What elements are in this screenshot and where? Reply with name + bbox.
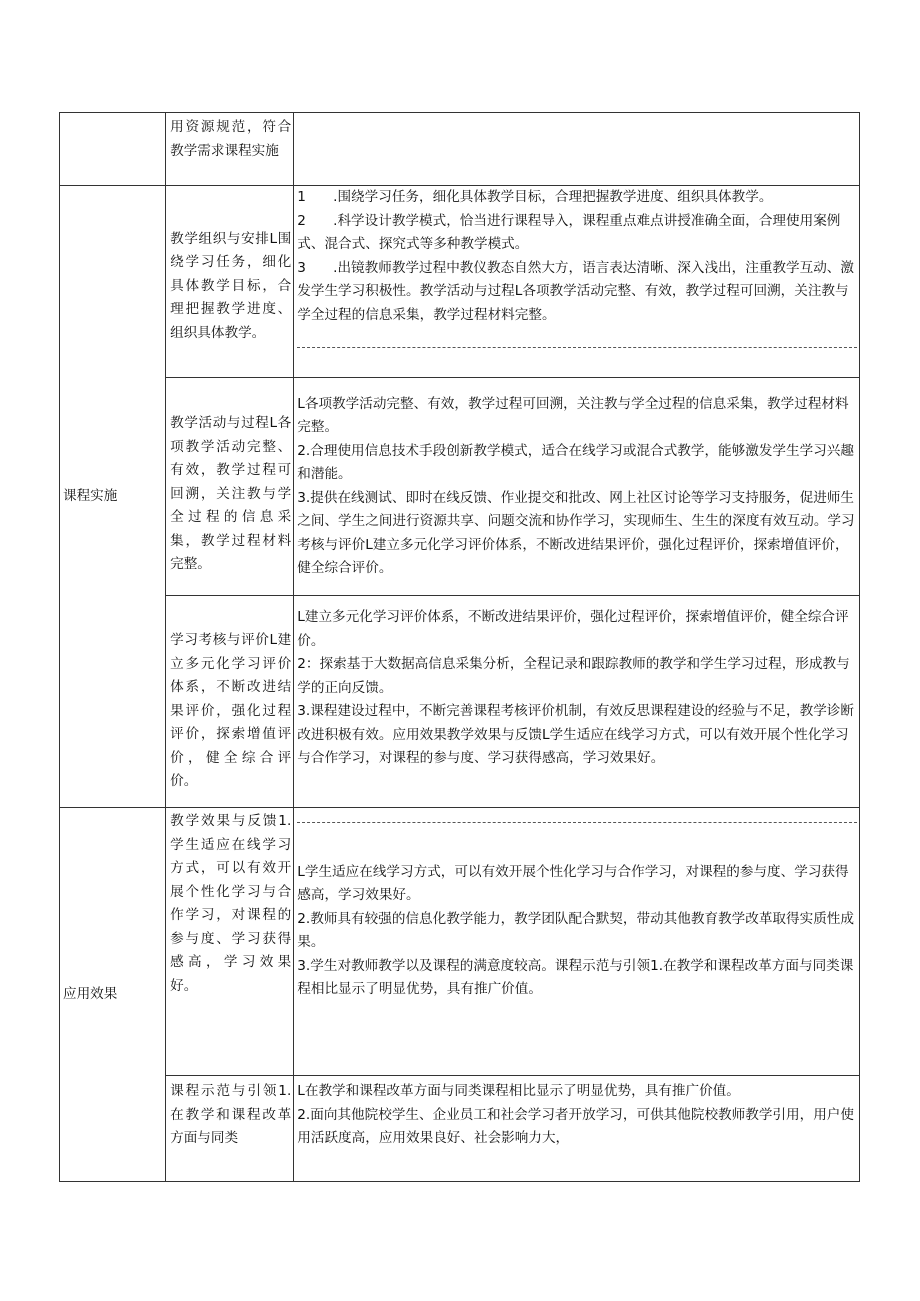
category-cell-course-implementation: 课程实施	[60, 186, 166, 808]
description-cell	[294, 113, 860, 186]
description-line: L学生适应在线学习方式，可以有效开展个性化学习与合作学习，对课程的参与度、学习获得感高，学习效果好。	[297, 863, 849, 903]
description-cell-teaching-organization	[294, 186, 860, 378]
criterion-cell-assessment: 学习考核与评价L建立多元化学习评价体系，不断改进结果评价，强化过程评价，探索增值评价，健全综合评价。	[166, 596, 294, 808]
description-cell-teaching-effect	[294, 808, 860, 1076]
dashed-divider	[297, 822, 857, 823]
evaluation-table	[59, 112, 860, 1182]
description-line: 3.提供在线测试、即时在线反馈、作业提交和批改、网上社区讨论等学习支持服务，促进师生之间、学生之间进行资源共享、问题交流和协作学习，实现师生、生生的深度有效互动。学习考核与评价L建立多元化学习评价体系，不断改进结果评价，强化过程评价，探索增值评价，健全综合评价。	[297, 489, 855, 576]
description-cell-teaching-activities	[294, 378, 860, 596]
table-row	[60, 596, 860, 808]
description-line: L各项教学活动完整、有效，教学过程可回溯，关注教与学全过程的信息采集，教学过程材料完整。	[297, 395, 849, 435]
table-row	[60, 113, 860, 186]
table-row	[60, 186, 860, 378]
table-row	[60, 1076, 860, 1182]
description-cell-assessment	[294, 596, 860, 808]
description-line: 2 .科学设计教学模式，恰当进行课程导入，课程重点难点讲授准确全面，合理使用案例式、混合式、探究式等多种教学模式。	[297, 212, 841, 252]
table-row	[60, 808, 860, 1076]
description-line: L在教学和课程改革方面与同类课程相比显示了明显优势，具有推广价值。	[297, 1083, 740, 1099]
description-line: 2.教师具有较强的信息化教学能力，教学团队配合默契，带动其他教育教学改革取得实质性成果。	[297, 910, 854, 950]
criterion-cell: 用资源规范，符合教学需求课程实施	[166, 113, 294, 186]
category-cell-application-effect: 应用效果	[60, 808, 166, 1182]
category-cell	[60, 113, 166, 186]
description-line: 2.合理使用信息技术手段创新教学模式，适合在线学习或混合式教学，能够激发学生学习兴趣和潜能。	[297, 442, 854, 482]
description-line: 3.学生对教师教学以及课程的满意度较高。课程示范与引领1.在教学和课程改革方面与同类课程相比显示了明显优势，具有推广价值。	[297, 957, 854, 997]
criterion-cell-teaching-effect: 教学效果与反馈1.学生适应在线学习方式，可以有效开展个性化学习与合作学习，对课程的参与度、学习获得感高，学习效果好。	[166, 808, 294, 1076]
description-cell-demonstration	[294, 1076, 860, 1182]
description-line: 3 .出镜教师教学过程中教仪教态自然大方，语言表达清晰、深入浅出，注重教学互动、激发学生学习积极性。教学活动与过程L各项教学活动完整、有效，教学过程可回溯，关注教与学全过程的信息采集，教学过程材料完整。	[297, 259, 854, 323]
criterion-cell-demonstration: 课程示范与引领1.在教学和课程改革方面与同类	[166, 1076, 294, 1182]
description-line: 2.面向其他院校学生、企业员工和社会学习者开放学习，可供其他院校教师教学引用，用户使用活跃度高，应用效果良好、社会影响力大，	[297, 1106, 854, 1146]
criterion-cell-teaching-organization: 教学组织与安排L围绕学习任务，细化具体教学目标，合理把握教学进度、组织具体教学。	[166, 186, 294, 378]
dashed-divider	[297, 347, 857, 348]
criterion-cell-teaching-activities: 教学活动与过程L各项教学活动完整、有效，教学过程可回溯，关注教与学全过程的信息采集，教学过程材料完整。	[166, 378, 294, 596]
description-line: 2：探索基于大数据高信息采集分析，全程记录和跟踪教师的教学和学生学习过程，形成教与学的正向反馈。	[297, 656, 850, 696]
description-line: L建立多元化学习评价体系，不断改进结果评价，强化过程评价，探索增值评价，健全综合评价。	[297, 609, 849, 649]
description-line: 1 .围绕学习任务，细化具体教学目标，合理把握教学进度、组织具体教学。	[297, 189, 773, 205]
table-row	[60, 378, 860, 596]
description-line: 3.课程建设过程中，不断完善课程考核评价机制，有效反思课程建设的经验与不足，教学诊断改进积极有效。应用效果教学效果与反馈L学生适应在线学习方式，可以有效开展个性化学习与合作学习，对课程的参与度、学习获得感高，学习效果好。	[297, 703, 854, 766]
